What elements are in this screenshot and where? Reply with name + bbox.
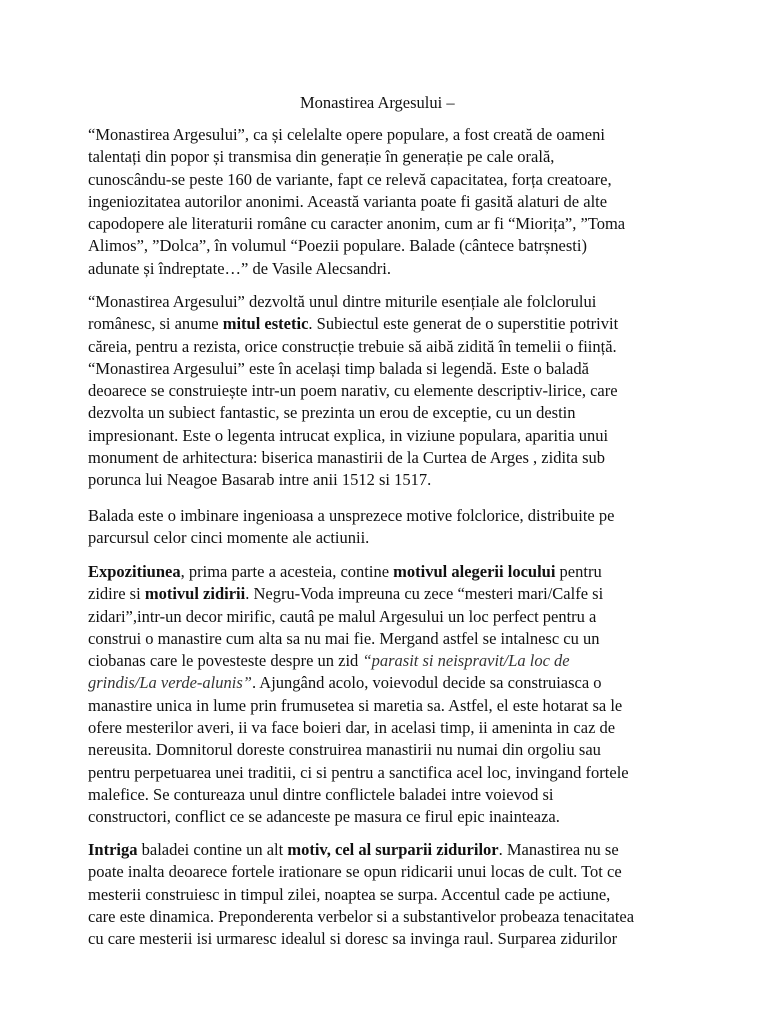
text-line: [88, 313, 618, 335]
text-line: ingeniozitatea autorilor anonimi. Această varianta poate fi gasită alaturi de alte: [88, 191, 608, 211]
text-line: “Monastirea Argesului” este în același timp balada si legendă. Este o baladă: [88, 358, 589, 378]
text-line: talentați din popor și transmisa din generație în generație pe cale orală,: [88, 147, 555, 167]
text-line: nereusita. Domnitorul doreste construirea manastirii nu numai din orgoliu sau: [88, 740, 601, 760]
text-line: malefice. Se contureaza unul dintre conflictele baladei intre voievod si: [88, 784, 554, 804]
text-segment: românesc, si anume: [88, 314, 223, 334]
text-segment: ciobanas care le povesteste despre un zid: [88, 651, 363, 671]
paragraph-intrigue: [88, 839, 634, 950]
text-line: [88, 583, 629, 605]
text-line: Alimos”, ”Dolca”, în volumul “Poezii populare. Balade (cântece batrșnesti): [88, 236, 587, 256]
text-line: Balada este o imbinare ingenioasa a unsprezece motive folclorice, distribuite pe: [88, 506, 615, 525]
text-line: pentru perpetuarea unei traditii, ci si pentru a sanctifica acel loc, invingand fortele: [88, 762, 629, 782]
text-line: “Monastirea Argesului” dezvoltă unul dintre miturile esențiale ale folclorului: [88, 292, 597, 311]
paragraph-motives: [88, 505, 614, 550]
bold-term: Intriga: [88, 840, 138, 859]
text-segment: . Ajungând acolo, voievodul decide sa construiasca o: [251, 673, 602, 693]
text-line: capodopere ale literaturii române cu caracter anonim, cum ar fi “Miorița”, ”Toma: [88, 214, 626, 234]
text-segment: . Subiectul este generat de o superstitie potrivit: [308, 314, 619, 334]
bold-term: mitul estetic: [222, 314, 309, 334]
bold-term: Expozitiunea: [88, 562, 181, 581]
paragraph-exposition: [88, 561, 629, 829]
text-segment: . Negru-Voda impreuna cu zece “mesteri mari/Calfe si: [245, 584, 604, 604]
text-line: care este dinamica. Preponderenta verbelor si a substantivelor probeaza tenacitatea: [88, 906, 635, 926]
text-line: impresionant. Este o legenta intrucat explica, in viziune populara, aparitia unui: [88, 425, 609, 445]
quoted-verse: “parasit si neispravit/La loc de: [362, 651, 570, 671]
text-line: [88, 672, 629, 694]
text-segment: , prima parte a acesteia, contine: [180, 562, 394, 581]
bold-term: motivul alegerii locului: [393, 562, 556, 581]
text-line: constructori, conflict ce se adanceste pe masura ce firul epic inainteaza.: [88, 807, 560, 827]
text-line: zidari”,intr-un decor mirific, cautâ pe malul Argesului un loc perfect pentru a: [88, 606, 597, 626]
text-line: cunoscându-se peste 160 de variante, fapt ce relevă capacitatea, forța creatoare,: [88, 169, 612, 189]
text-line: [88, 561, 629, 583]
paragraph-myth: [88, 291, 618, 492]
quoted-verse: grindis/La verde-alunis”: [88, 673, 252, 693]
text-line: ofere mesterilor averi, ii va face boieri dar, in acelasi timp, ii ameninta in caz de: [88, 718, 616, 738]
text-segment: zidire si: [88, 584, 145, 604]
paragraph-intro: [88, 124, 625, 280]
text-segment: baladei contine un alt: [137, 840, 288, 859]
text-line: manastire unica in lume prin frumusetea si maretia sa. Astfel, el este hotarat sa le: [88, 695, 623, 715]
text-line: parcursul celor cinci momente ale actiunii.: [88, 528, 370, 548]
text-line: construi o manastire cum alta sa nu mai fie. Mergand astfel se intalnesc cu un: [88, 628, 600, 648]
bold-term: motivul zidirii: [144, 584, 246, 604]
document-title: Monastirea Argesului –: [300, 93, 455, 112]
text-segment: . Manastirea nu se: [498, 840, 619, 859]
bold-term: motiv, cel al surparii zidurilor: [287, 840, 499, 859]
text-line: mesterii construiesc in timpul zilei, noaptea se surpa. Accentul cade pe actiune,: [88, 884, 611, 904]
text-line: [88, 839, 634, 861]
text-line: poate inalta deoarece fortele irationare se opun ridicarii unui locas de cult. Tot ce: [88, 862, 622, 882]
text-segment: pentru: [555, 562, 602, 581]
text-line: deoarece se construiește intr-un poem narativ, cu elemente descriptiv-lirice, care: [88, 381, 618, 401]
text-line: “Monastirea Argesului”, ca și celelalte opere populare, a fost creată de oameni: [88, 125, 605, 144]
text-line: [88, 650, 629, 672]
text-line: dezvolta un subiect fantastic, se prezinta un erou de exceptie, cu un destin: [88, 403, 576, 423]
text-line: căreia, pentru a rezista, orice construcție trebuie să aibă zidită în temelii o ființă.: [88, 336, 617, 356]
text-line: monument de arhitectura: biserica manastirii de la Curtea de Arges , zidita sub: [88, 448, 605, 468]
text-line: porunca lui Neagoe Basarab intre anii 1512 si 1517.: [88, 470, 432, 490]
text-line: cu care mesterii isi urmaresc idealul si doresc sa invinga raul. Surparea zidurilor: [88, 929, 618, 949]
text-line: adunate și îndreptate…” de Vasile Alecsandri.: [88, 258, 392, 278]
